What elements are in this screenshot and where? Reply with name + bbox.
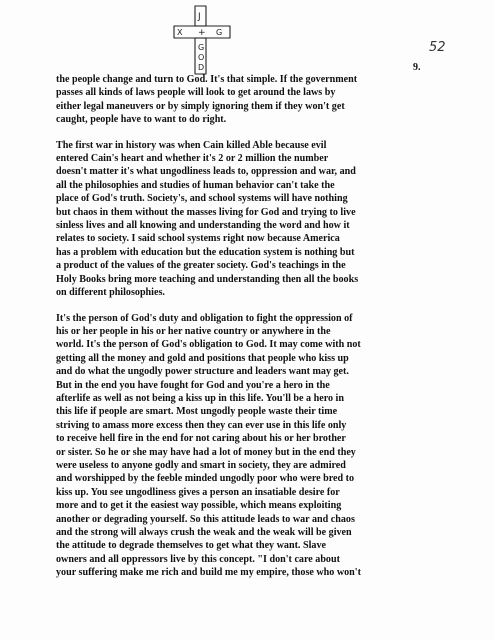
text-line: the attitude to degrade themselves to get what they want. Slave xyxy=(56,540,326,552)
text-line: all the philosophies and studies of human behavior can't take the xyxy=(56,179,335,191)
paragraph xyxy=(56,139,432,300)
text-line: kiss up. You see ungodliness gives a person an insatiable desire for xyxy=(56,486,340,498)
text-line: world. It's the person of God's obligation to God. It may come with not xyxy=(56,339,361,351)
text-line: to receive hell fire in the end for not caring about his or her brother xyxy=(56,433,346,445)
text-line: owners and all oppressors live by this concept. "I don't care about xyxy=(56,553,340,565)
text-line: Holy Books bring more teaching and understanding then all the books xyxy=(56,273,359,285)
text-line: But in the end you have fought for God and you're a hero in the xyxy=(56,379,330,391)
text-line: relates to society. I said school systems right now because America xyxy=(56,233,340,245)
text-line: doesn't matter it's what ungodliness leads to, oppression and war, and xyxy=(56,166,356,178)
text-line: The first war in history was when Cain killed Able because evil xyxy=(56,139,327,151)
text-line: afterlife as well as not being a kiss up in this life. You'll be a hero in xyxy=(56,392,344,404)
text-line: sinless lives and all knowing and understanding the word and how it xyxy=(56,220,350,232)
text-line: a product of the values of the greater society. God's teachings in the xyxy=(56,260,346,272)
text-line: your suffering make me rich and build me my empire, those who won't xyxy=(56,567,361,579)
paragraph xyxy=(56,312,432,580)
text-line: and worshipped by the feeble minded ungodly poor who were bred to xyxy=(56,473,355,485)
text-line: passes all kinds of laws people will look to get around the laws by xyxy=(56,87,336,99)
text-line: and do what the ungodly power structure and leaders want may get. xyxy=(56,366,349,378)
text-line: and the strong will always crush the weak and the weak will be given xyxy=(56,527,352,538)
text-line: on different philosophies. xyxy=(56,287,165,299)
cross-letter-center: + xyxy=(198,28,206,38)
typed-page-number: 9. xyxy=(413,62,421,73)
text-line: his or her people in his or her native country or anywhere in the xyxy=(56,325,331,337)
document-body xyxy=(56,73,432,592)
text-line: more and to get it the easiest way possible, which means exploiting xyxy=(56,500,342,512)
text-line: entered Cain's heart and whether it's 2 or 2 million the number xyxy=(56,153,329,165)
text-line: but chaos in them without the masses living for God and trying to live xyxy=(56,206,356,218)
text-line: getting all the money and gold and positions that people who kiss up xyxy=(56,352,349,364)
cross-letter-lower-3: D xyxy=(198,63,205,72)
cross-letter-left: X xyxy=(177,28,183,37)
text-line: another or degrading yourself. So this attitude leads to war and chaos xyxy=(56,513,355,525)
text-line: were useless to anyone godly and smart in society, they are admired xyxy=(56,459,346,471)
text-line: striving to amass more excess then they can ever use in this life only xyxy=(56,419,347,431)
cross-letter-lower-1: G xyxy=(198,43,205,52)
text-line: or sister. So he or she may have had a lot of money but in the end they xyxy=(56,446,356,458)
hand-drawn-cross-icon xyxy=(168,4,238,76)
text-line: has a problem with education but the education system is nothing but xyxy=(56,246,355,258)
cross-letter-top: J xyxy=(198,12,201,22)
text-line: either legal maneuvers or by simply ignoring them if they won't get xyxy=(56,100,345,112)
handwritten-page-number: 52 xyxy=(429,40,446,55)
text-line: the people change and turn to God. It's that simple. If the government xyxy=(56,74,358,85)
text-line: It's the person of God's duty and obligation to fight the oppression of xyxy=(56,312,353,324)
text-line: this life if people are smart. Most ungodly people waste their time xyxy=(56,406,338,418)
text-line: place of God's truth. Society's, and school systems will have nothing xyxy=(56,193,348,205)
text-line: caught, people have to want to do right. xyxy=(56,114,227,126)
cross-letter-right: G xyxy=(216,28,223,37)
cross-letter-lower-2: O xyxy=(198,53,205,62)
paragraph xyxy=(56,73,432,127)
